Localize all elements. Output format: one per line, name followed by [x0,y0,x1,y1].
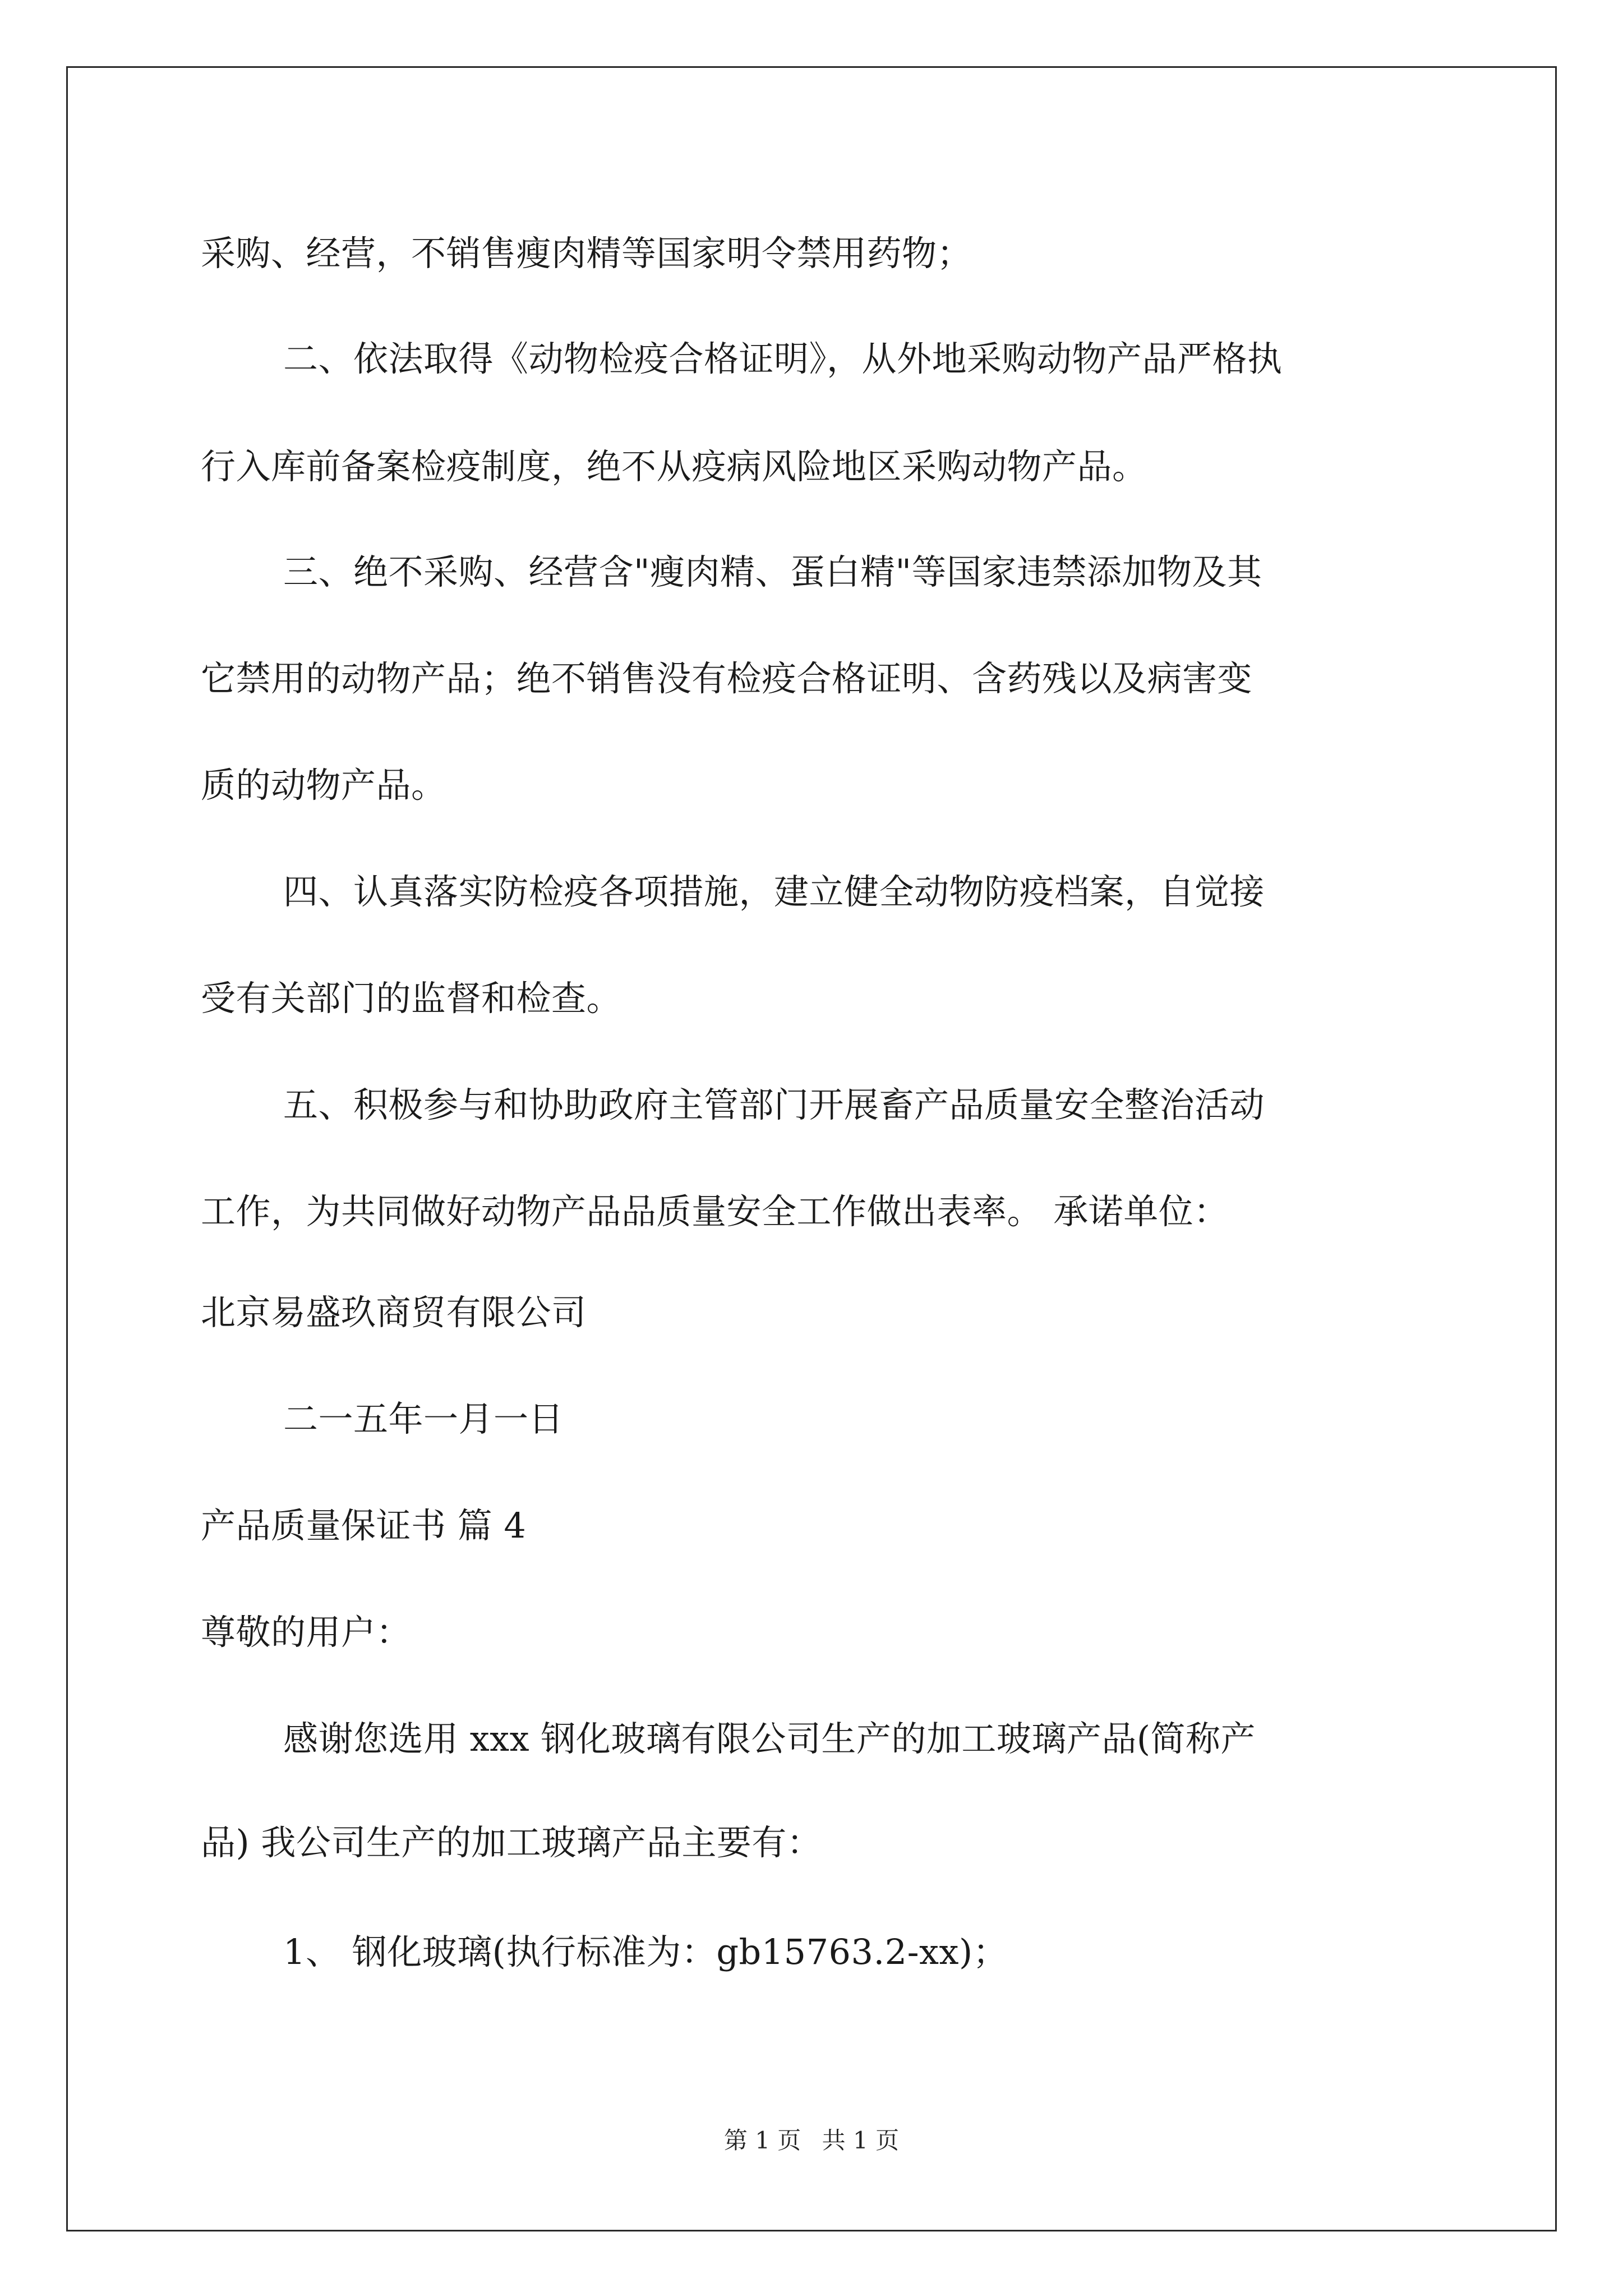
paragraph-line: 品) 我公司生产的加工玻璃产品主要有： [201,1822,822,1863]
page-border [66,66,1557,2231]
page-number: 第 1 页 [723,2127,801,2154]
company-name: 北京易盛玖商贸有限公司 [201,1292,587,1333]
list-item: 1、 钢化玻璃(执行标准为：gb15763.2-xx)； [283,1931,1008,1972]
paragraph-line: 四、认真落实防检疫各项措施，建立健全动物防疫档案，自觉接 [283,871,1265,912]
paragraph-line: 感谢您选用 xxx 钢化玻璃有限公司生产的加工玻璃产品(简称产 [283,1718,1256,1759]
salutation: 尊敬的用户： [201,1612,412,1653]
paragraph-line: 工作，为共同做好动物产品品质量安全工作做出表率。 承诺单位： [201,1191,1229,1232]
paragraph-line: 质的动物产品。 [201,765,446,806]
paragraph-line: 三、绝不采购、经营含"瘦肉精、蛋白精"等国家违禁添加物及其 [283,551,1262,592]
page-total: 共 1 页 [822,2127,900,2154]
date-line: 二一五年一月一日 [283,1398,564,1439]
paragraph-line: 采购、经营，不销售瘦肉精等国家明令禁用药物； [201,233,972,274]
paragraph-line: 受有关部门的监督和检查。 [201,978,622,1019]
paragraph-line: 行入库前备案检疫制度，绝不从疫病风险地区采购动物产品。 [201,446,1147,487]
section-heading: 产品质量保证书 篇 4 [201,1505,527,1546]
page-footer [0,2126,1623,2155]
paragraph-line: 它禁用的动物产品；绝不销售没有检疫合格证明、含药残以及病害变 [201,658,1253,699]
paragraph-line: 五、积极参与和协助政府主管部门开展畜产品质量安全整治活动 [283,1084,1265,1125]
paragraph-line: 二、依法取得《动物检疫合格证明》，从外地采购动物产品严格执 [283,338,1283,379]
